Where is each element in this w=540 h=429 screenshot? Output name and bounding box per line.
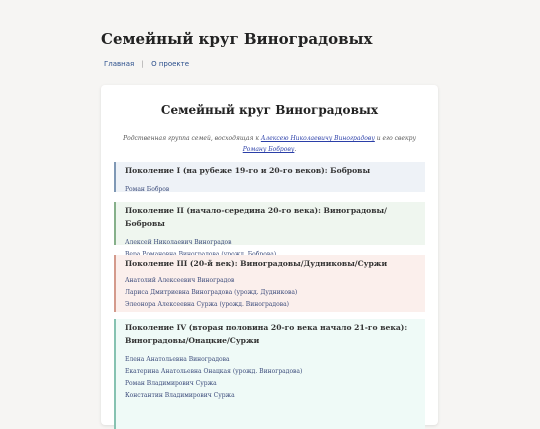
generation-3: [114, 255, 425, 312]
member-item: Элеонора Алексеевна Суржа (урожд. Виноградова): [125, 301, 289, 308]
link-roman-bobrov[interactable]: Роману Боброву: [242, 146, 295, 153]
top-navigation: [104, 60, 189, 68]
intro-text-part: .: [294, 146, 297, 153]
content-card: [101, 85, 438, 425]
member-item: Лариса Дмитриевна Виноградова (урожд. Дудникова): [125, 289, 298, 296]
generation-heading: Поколение II (начало-середина 20-го века): Виноградовы/Бобровы: [125, 206, 387, 228]
member-item: Алексей Николаевич Виноградов: [125, 239, 232, 246]
member-item: Анатолий Алексеевич Виноградов: [125, 277, 235, 284]
member-item: Екатерина Анатольевна Онацкая (урожд. Виноградова): [125, 368, 303, 375]
intro-text-part: Родственная группа семей, восходящая к: [123, 135, 261, 142]
nav-separator: |: [141, 60, 144, 68]
link-aleksey-vinogradov[interactable]: Алексею Николаевичу Виноградову: [260, 135, 375, 142]
page-title: Семейный круг Виноградовых: [160, 103, 379, 117]
member-item: Константин Владимирович Суржа: [125, 392, 235, 399]
member-item: Елена Анатольевна Виноградова: [125, 356, 230, 363]
generation-heading: Поколение I (на рубеже 19-го и 20-го веков): Бобровы: [125, 166, 371, 175]
nav-link-about[interactable]: О проекте: [151, 60, 190, 68]
site-title: Семейный круг Виноградовых: [101, 30, 373, 48]
nav-link-home[interactable]: Главная: [104, 60, 135, 68]
generation-heading: Поколение III (20-й век): Виноградовы/Дудниковы/Суржи: [125, 259, 388, 268]
generation-1: [114, 162, 425, 192]
intro-text-part: и его свекру: [374, 135, 416, 142]
member-list: [125, 184, 425, 196]
member-item: Роман Бобров: [125, 186, 170, 193]
member-list: [125, 275, 425, 311]
member-list: [125, 354, 425, 402]
generation-heading: Поколение IV (вторая половина 20-го века начало 21-го века): Виноградовы/Онацкие/Суржи: [125, 323, 408, 345]
intro-text: [121, 133, 418, 155]
generation-2: [114, 202, 425, 245]
generation-4: [114, 319, 425, 429]
member-item: Роман Владимирович Суржа: [125, 380, 217, 387]
